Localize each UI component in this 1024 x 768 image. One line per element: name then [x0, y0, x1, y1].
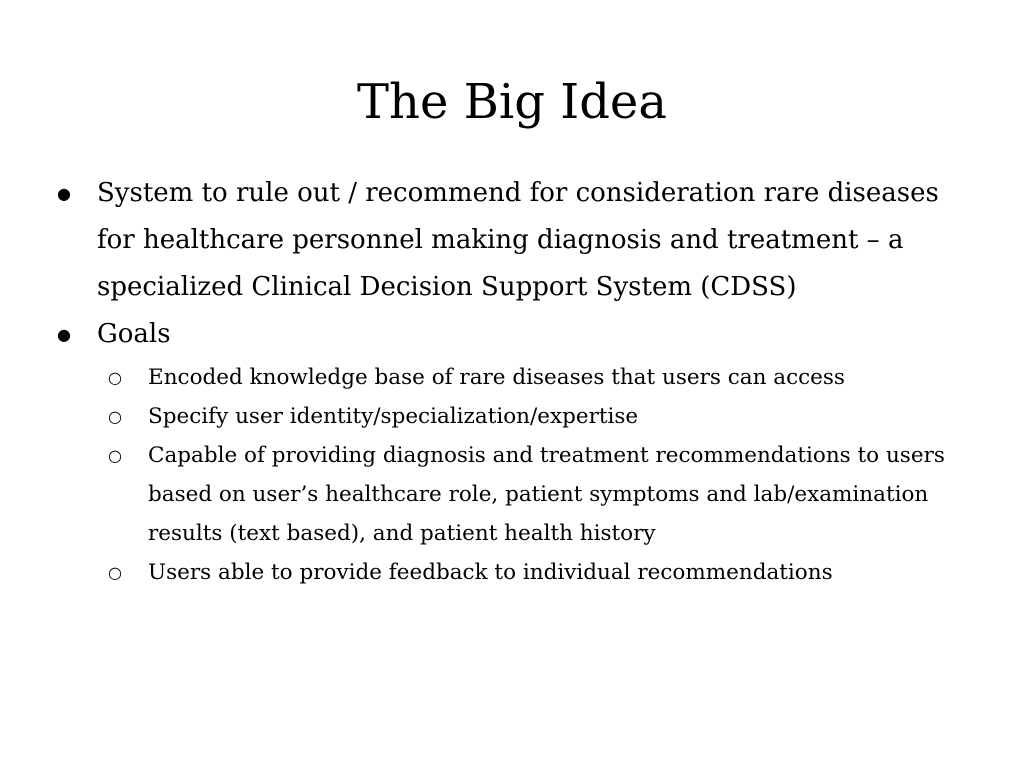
bullet-item-system	[0, 170, 1024, 311]
sub-bullet-marker-icon: ○	[108, 407, 122, 426]
sub-bullet-text: Specify user identity/specialization/expertise	[148, 404, 639, 429]
bullet-list	[0, 170, 1024, 592]
sub-bullet-marker-icon: ○	[108, 563, 122, 582]
sub-bullet-item-user-identity	[0, 397, 1024, 436]
bullet-item-goals	[0, 311, 1024, 358]
sub-bullet-marker-icon: ○	[108, 446, 122, 465]
slide-title: The Big Idea	[357, 74, 667, 130]
sub-bullet-item-recommendations	[0, 436, 1024, 553]
sub-bullet-item-knowledge-base	[0, 358, 1024, 397]
sub-bullet-marker-icon: ○	[108, 368, 122, 387]
sub-bullet-text: Capable of providing diagnosis and treatment recommendations to users based on user’s healthcare role, patient symptoms and lab/examination results (text based), and patient health history	[148, 443, 945, 546]
sub-bullet-text: Users able to provide feedback to individual recommendations	[148, 560, 833, 585]
bullet-marker-icon: ●	[57, 184, 71, 203]
sub-bullet-item-feedback	[0, 553, 1024, 592]
sub-bullet-text: Encoded knowledge base of rare diseases that users can access	[148, 365, 845, 390]
bullet-marker-icon: ●	[57, 325, 71, 344]
bullet-text: Goals	[97, 319, 171, 349]
bullet-text: System to rule out / recommend for consideration rare diseases for healthcare personnel making diagnosis and treatment – a specialized Clinical Decision Support System (CDSS)	[97, 178, 939, 302]
